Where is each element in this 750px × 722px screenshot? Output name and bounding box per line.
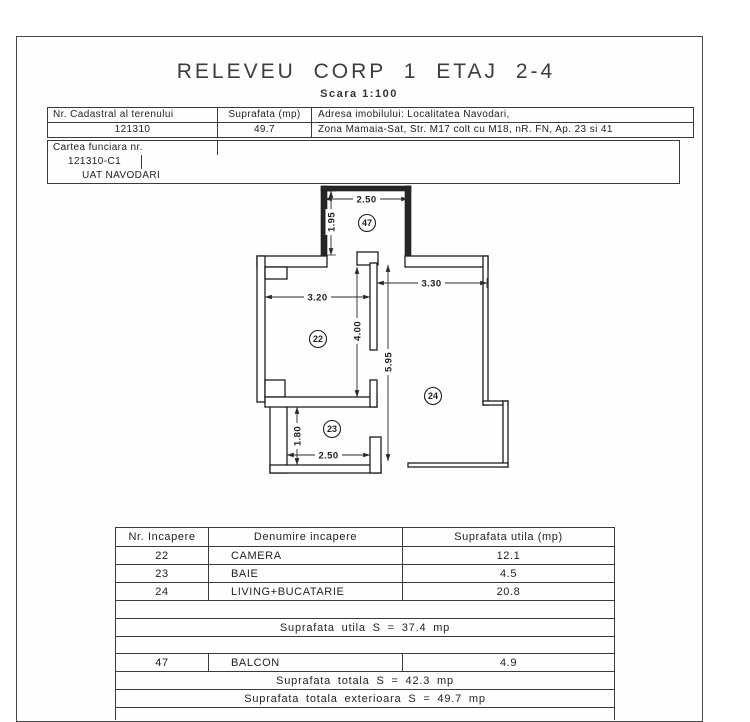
cadastral-number-value: 121310	[48, 123, 218, 137]
floor-plan	[240, 180, 530, 480]
dimension-label: 5.95	[383, 351, 395, 373]
dimension-label: 2.50	[356, 194, 377, 206]
room-number-47	[359, 215, 376, 232]
room-name: BALCON	[209, 654, 403, 671]
room-number-22	[310, 331, 327, 348]
total-exterior-area: Suprafata totala exterioara S = 49.7 mp	[244, 693, 486, 705]
room-number-23	[324, 421, 341, 438]
room-number-24	[425, 388, 442, 405]
cadastral-number-label: Nr. Cadastral al terenului	[48, 108, 218, 122]
useful-area-total-row	[116, 619, 614, 637]
table-row	[116, 547, 614, 565]
total-area: Suprafata totala S = 42.3 mp	[276, 675, 454, 687]
room-nr: 23	[116, 565, 209, 582]
land-book-table	[47, 140, 680, 184]
useful-area-total: Suprafata utila S = 37.4 mp	[279, 622, 451, 634]
dimension-room22-height	[352, 267, 364, 397]
room-area: 12.1	[496, 550, 521, 562]
room-name: CAMERA	[209, 547, 403, 564]
svg-text:23: 23	[326, 424, 338, 435]
uat-label: UAT NAVODARI	[82, 170, 161, 181]
dimension-label: 4.00	[352, 320, 364, 342]
header-row-labels	[48, 108, 693, 122]
area-label: Suprafata (mp)	[218, 108, 312, 122]
svg-text:22: 22	[312, 334, 324, 345]
dimension-label: 3.20	[307, 292, 328, 304]
dimension-label: 1.95	[326, 211, 338, 233]
col-header-name: Denumire incapere	[209, 528, 403, 546]
total-exterior-area-row	[116, 690, 614, 708]
room-nr: 47	[116, 654, 209, 671]
scale-label: Scara 1:100	[320, 88, 398, 100]
dimension-label: 2.50	[318, 450, 339, 462]
balcony-row	[116, 654, 614, 672]
dimension-total-height	[383, 265, 395, 461]
land-book-row	[48, 141, 679, 183]
dimension-room23-width	[287, 450, 370, 462]
address-label: Adresa imobilului: Localitatea Navodari,	[318, 109, 510, 120]
table-row	[116, 583, 614, 601]
land-book-label: Cartea funciara nr.	[48, 141, 218, 155]
dimension-balcony-width	[325, 194, 408, 206]
svg-text:24: 24	[427, 391, 439, 402]
dimension-label: 1.80	[292, 425, 304, 447]
room-area: 4.5	[499, 568, 518, 580]
room-area: 4.9	[499, 657, 518, 669]
room-area: 20.8	[496, 586, 521, 598]
area-value: 49.7	[218, 123, 312, 137]
table-row	[116, 565, 614, 583]
floor-plan-svg	[240, 180, 530, 480]
col-header-area: Suprafata utila (mp)	[454, 531, 563, 543]
room-nr: 22	[116, 547, 209, 564]
area-table-header	[116, 528, 614, 547]
total-area-row	[116, 672, 614, 690]
header-row-values	[48, 122, 693, 137]
spacer-row	[116, 601, 614, 619]
dimension-room22-width	[265, 292, 370, 304]
dimension-label: 3.30	[421, 278, 442, 290]
address-line2: Zona Mamaia-Sat, Str. M17 colt cu M18, nR. FN, Ap. 23 si 41	[318, 124, 613, 135]
dimension-room23-height	[292, 407, 304, 465]
room-nr: 24	[116, 583, 209, 600]
dimension-room24-width	[377, 278, 487, 290]
spacer-row	[116, 637, 614, 654]
room-area-table	[115, 527, 615, 720]
spacer-row	[116, 708, 614, 721]
page-title: RELEVEU CORP 1 ETAJ 2-4	[176, 60, 556, 83]
room-name: BAIE	[209, 565, 403, 582]
header-info-table	[47, 107, 694, 138]
room-name: LIVING+BUCATARIE	[209, 583, 403, 600]
land-book-number: 121310-C1	[48, 155, 142, 169]
col-header-nr: Nr. Incapere	[116, 528, 209, 546]
svg-text:47: 47	[361, 218, 373, 229]
